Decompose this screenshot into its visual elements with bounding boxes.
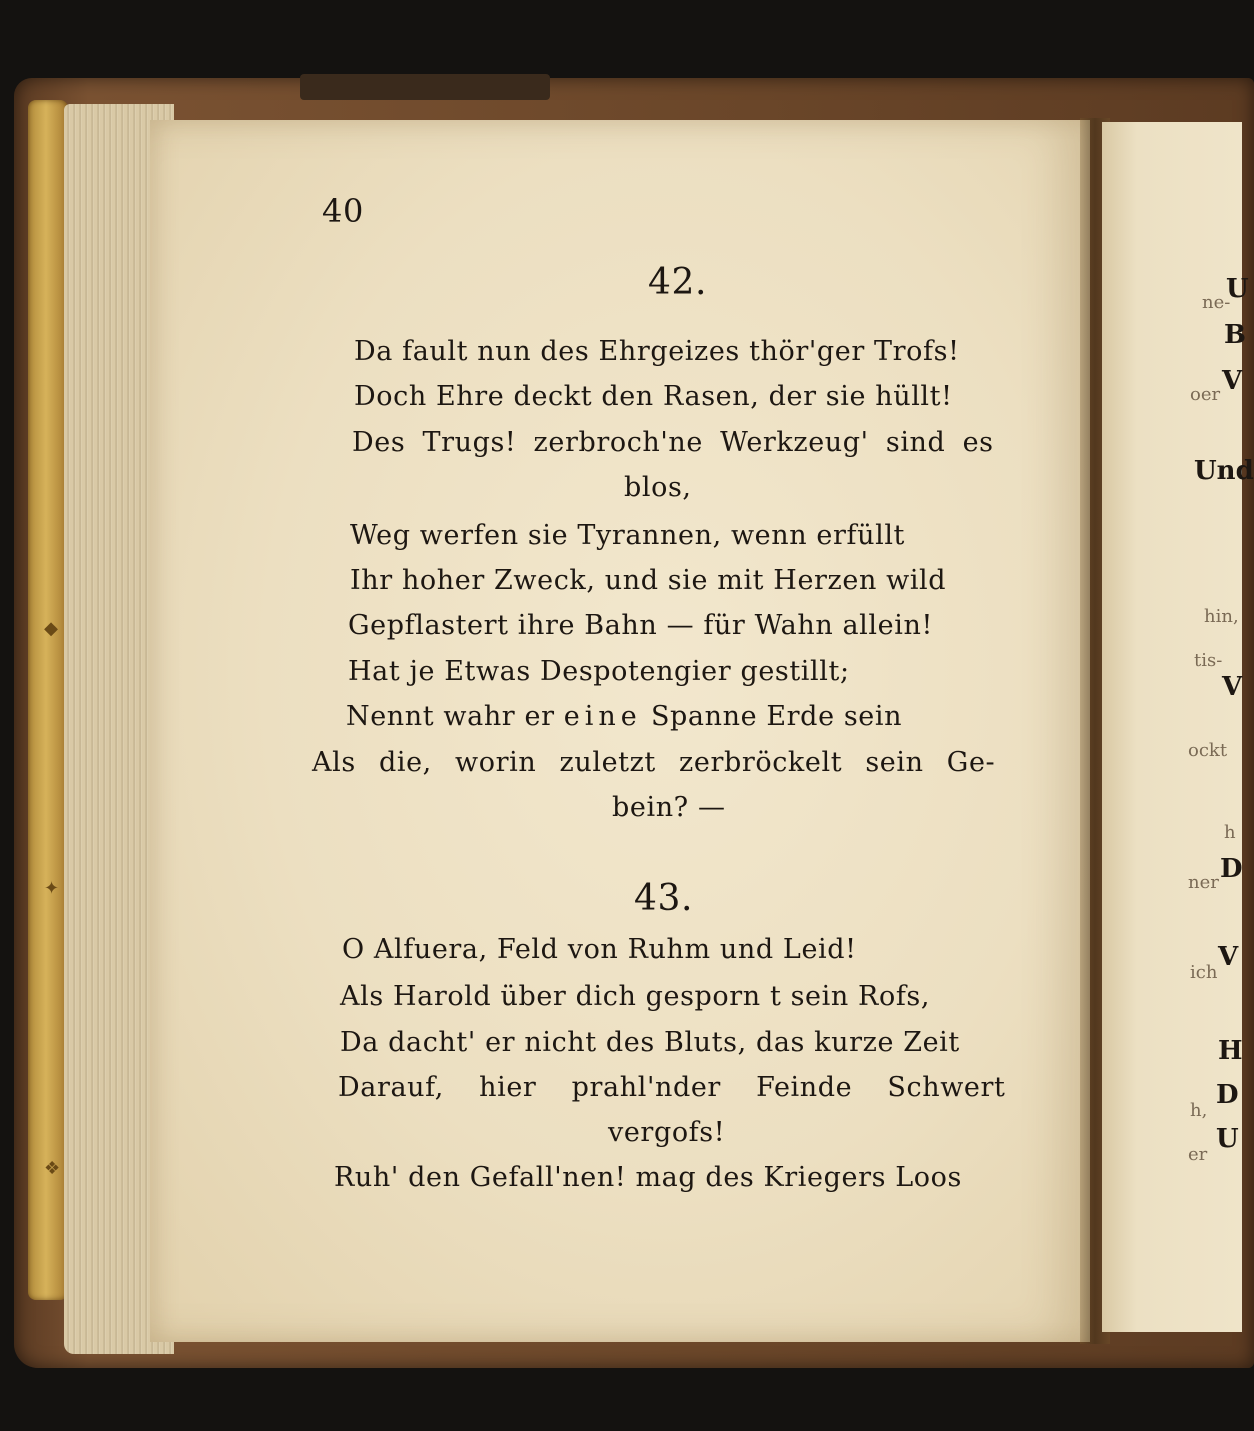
- emphasized-word: eine: [563, 701, 642, 732]
- verse-line: Hat je Etwas Despotengier gestillt;: [348, 656, 850, 687]
- facing-page-fragment: V: [1222, 366, 1243, 396]
- verse-line: vergofs!: [608, 1117, 726, 1148]
- facing-page-fragment: D: [1220, 854, 1243, 884]
- verse-line: Ruh' den Gefall'nen! mag des Kriegers Loos: [334, 1162, 962, 1193]
- facing-page-fragment: V: [1222, 672, 1243, 702]
- facing-page-fragment: U: [1216, 1124, 1239, 1154]
- stanza-number: 42.: [648, 262, 708, 303]
- facing-page-fragment: ne-: [1202, 292, 1231, 313]
- cover-damage: [300, 74, 550, 100]
- facing-page-fragment: ockt: [1188, 740, 1228, 761]
- verse-text: Spanne Erde sein: [641, 701, 903, 732]
- facing-page-fragment: hin,: [1204, 606, 1239, 627]
- verse-line: blos,: [624, 472, 692, 503]
- facing-page-fragment: oer: [1190, 384, 1221, 405]
- gilt-spine-edge: [28, 100, 68, 1300]
- ornament-icon: ◆: [44, 618, 58, 639]
- facing-page-fragment: ich: [1190, 962, 1218, 983]
- stanza-number: 43.: [634, 878, 694, 919]
- ornament-icon: ❖: [44, 1158, 61, 1179]
- facing-page-fragment: Und: [1194, 456, 1254, 486]
- facing-page-fragment: V: [1218, 942, 1239, 972]
- verse-line: [346, 701, 902, 732]
- facing-page-fragment: tis-: [1194, 650, 1223, 671]
- verse-line: Als die, worin zuletzt zerbröckelt sein Ge-: [312, 747, 996, 778]
- facing-page-fragment: er: [1188, 1144, 1208, 1165]
- verse-line: Ihr hoher Zweck, und sie mit Herzen wild: [350, 565, 947, 596]
- verse-line: Da fault nun des Ehrgeizes thör'ger Trofs!: [354, 336, 960, 367]
- verse-line: Als Harold über dich gesporn t sein Rofs,: [340, 981, 931, 1012]
- verse-text: Nennt wahr er: [346, 701, 564, 732]
- facing-page-fragment: h: [1224, 822, 1236, 843]
- page-number: 40: [322, 192, 364, 230]
- ornament-icon: ✦: [44, 878, 60, 899]
- facing-page-fragment: ner: [1188, 872, 1219, 893]
- verse-line: Weg werfen sie Tyrannen, wenn erfüllt: [350, 520, 906, 551]
- facing-page-fragment: h,: [1190, 1100, 1208, 1121]
- facing-page-fragment: D: [1216, 1080, 1239, 1110]
- facing-page-fragment: H: [1218, 1036, 1243, 1066]
- verse-line: Gepflastert ihre Bahn — für Wahn allein!: [348, 610, 933, 641]
- verse-line: bein? —: [612, 792, 726, 823]
- verse-line: O Alfuera, Feld von Ruhm und Leid!: [342, 934, 857, 965]
- verse-line: Darauf, hier prahl'nder Feinde Schwert: [338, 1072, 1006, 1103]
- facing-page-fragment: B: [1224, 320, 1246, 350]
- facing-page-fragment: U: [1226, 274, 1249, 304]
- verse-line: Des Trugs! zerbroch'ne Werkzeug' sind es: [352, 427, 994, 458]
- verse-line: Doch Ehre deckt den Rasen, der sie hüllt!: [354, 381, 953, 412]
- verse-line: Da dacht' er nicht des Bluts, das kurze Zeit: [340, 1027, 960, 1058]
